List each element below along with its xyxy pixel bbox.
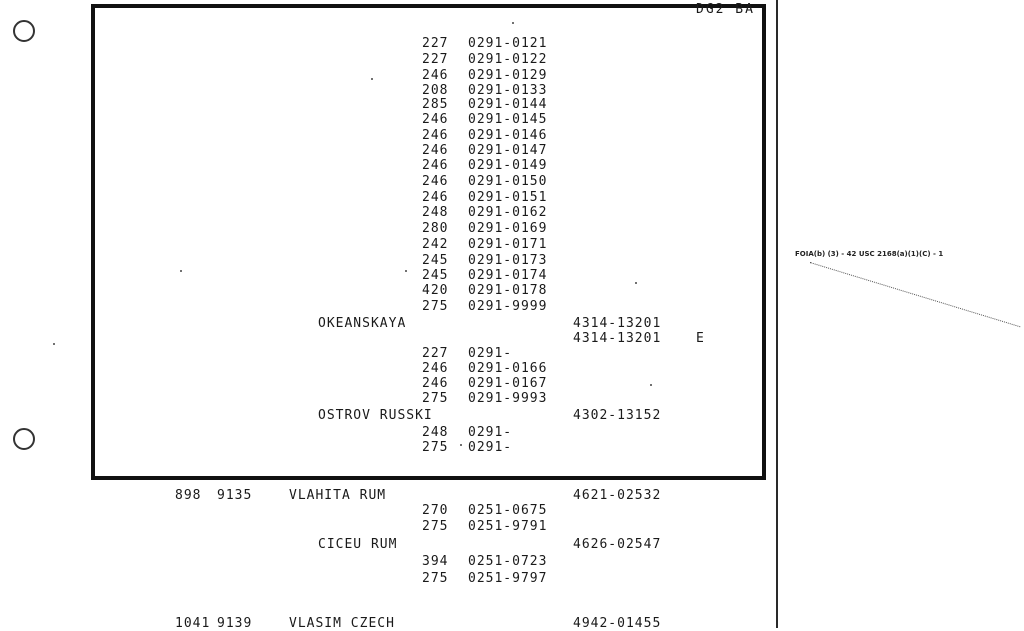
listing-name: OSTROV RUSSKI: [318, 408, 433, 423]
listing-code: 0291-9999: [468, 299, 548, 314]
listing-ref: 4621-02532: [573, 488, 662, 503]
listing-code: 0291-0162: [468, 205, 548, 220]
listing-code: 0291-0121: [468, 36, 548, 51]
listing-num: 227: [422, 346, 449, 361]
listing-num: 275: [422, 571, 449, 586]
listing-num: 246: [422, 112, 449, 127]
header-code: DG2 BA: [696, 2, 755, 17]
listing-num: 246: [422, 68, 449, 83]
listing-num: 245: [422, 253, 449, 268]
listing-num: 275: [422, 440, 449, 455]
listing-code: 0291-0174: [468, 268, 548, 283]
listing-code: 0291-0122: [468, 52, 548, 67]
listing-ref: 4942-01455: [573, 616, 662, 631]
listing-code: 0291-0129: [468, 68, 548, 83]
listing-code: 0291-0178: [468, 283, 548, 298]
listing-num: 246: [422, 361, 449, 376]
listing-num: 285: [422, 97, 449, 112]
listing-num: 227: [422, 52, 449, 67]
listing-ref: 4302-13152: [573, 408, 662, 423]
listing-ref: 4314-13201: [573, 331, 662, 346]
listing-b: 9135: [217, 488, 253, 503]
listing-code: 0291-: [468, 346, 513, 361]
listing-num: 246: [422, 376, 449, 391]
listing-num: 275: [422, 299, 449, 314]
listing-code: 0291-0146: [468, 128, 548, 143]
listing-name: VLAHITA RUM: [289, 488, 387, 503]
listing-code: 0251-9791: [468, 519, 548, 534]
listing-code: 0291-0147: [468, 143, 548, 158]
listing-name: OKEANSKAYA: [318, 316, 407, 331]
listing-num: 246: [422, 190, 449, 205]
listing-code: 0251-0675: [468, 503, 548, 518]
listing-code: 0291-: [468, 440, 513, 455]
listing-code: 0291-0166: [468, 361, 548, 376]
listing-code: 0291-9993: [468, 391, 548, 406]
listing-name: VLASIM CZECH: [289, 616, 395, 631]
listing-num: 246: [422, 143, 449, 158]
punch-hole-bottom: [13, 428, 35, 450]
listing-name: CICEU RUM: [318, 537, 398, 552]
listing-num: 242: [422, 237, 449, 252]
redaction-line: [809, 262, 1020, 328]
listing-num: 275: [422, 391, 449, 406]
listing-code: 0291-0167: [468, 376, 548, 391]
listing-flag: E: [696, 331, 705, 346]
listing-code: 0291-0145: [468, 112, 548, 127]
listing-b: 9139: [217, 616, 253, 631]
listing-code: 0291-0173: [468, 253, 548, 268]
listing-code: 0291-0149: [468, 158, 548, 173]
listing-num: 246: [422, 158, 449, 173]
listing-num: 208: [422, 83, 449, 98]
listing-a: 1041: [175, 616, 211, 631]
listing-code: 0291-0171: [468, 237, 548, 252]
listing-code: 0291-0169: [468, 221, 548, 236]
redaction-note: FOIA(b) (3) - 42 USC 2168(a)(1)(C) - 1: [795, 250, 944, 258]
listing-num: 420: [422, 283, 449, 298]
punch-hole-top: [13, 20, 35, 42]
listing-num: 270: [422, 503, 449, 518]
listing-num: 227: [422, 36, 449, 51]
listing-code: 0291-0151: [468, 190, 548, 205]
listing-num: 275: [422, 519, 449, 534]
listing-a: 898: [175, 488, 202, 503]
listing-code: 0291-0144: [468, 97, 548, 112]
listing-num: 248: [422, 425, 449, 440]
listing-num: 280: [422, 221, 449, 236]
listing-code: 0291-0150: [468, 174, 548, 189]
listing-ref: 4314-13201: [573, 316, 662, 331]
listing-num: 245: [422, 268, 449, 283]
listing-num: 246: [422, 174, 449, 189]
listing-num: 394: [422, 554, 449, 569]
listing-code: 0251-9797: [468, 571, 548, 586]
listing-code: 0291-: [468, 425, 513, 440]
listing-num: 246: [422, 128, 449, 143]
listing-code: 0251-0723: [468, 554, 548, 569]
listing-ref: 4626-02547: [573, 537, 662, 552]
listing-num: 248: [422, 205, 449, 220]
listing-code: 0291-0133: [468, 83, 548, 98]
